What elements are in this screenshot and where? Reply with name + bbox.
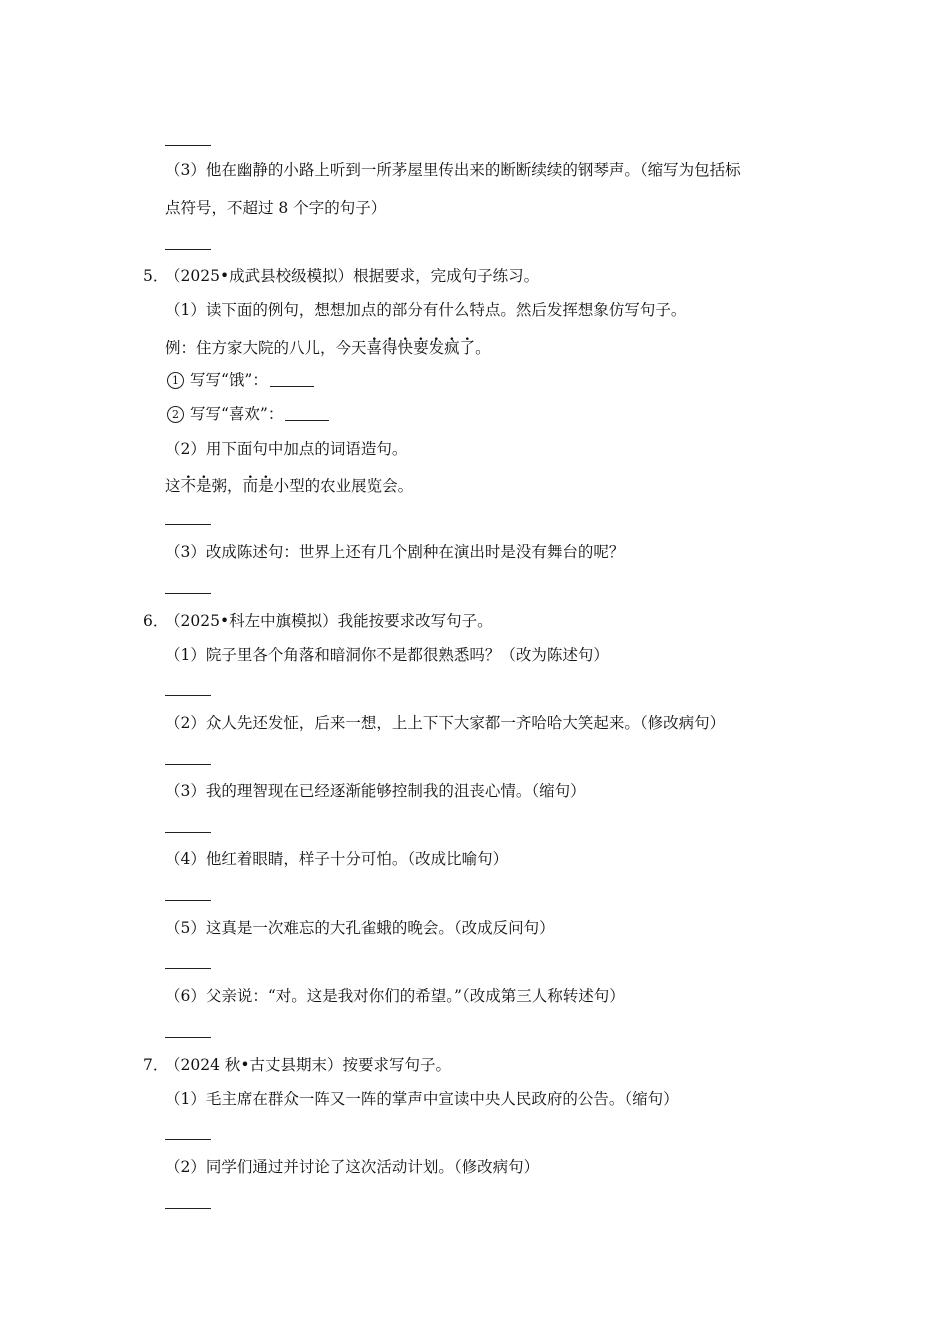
emphasized-char: 得	[382, 339, 398, 357]
emphasized-char: 了	[459, 339, 476, 357]
answer-line[interactable]	[165, 900, 211, 901]
emphasized-char: 发	[428, 339, 445, 357]
q7-title: （2024 秋•古丈县期末）按要求写句子。	[165, 1056, 452, 1074]
answer-line[interactable]	[165, 1139, 211, 1140]
q5-number: 5．	[143, 267, 169, 285]
q5-example	[165, 338, 491, 358]
answer-line[interactable]	[165, 524, 211, 525]
emphasized-char: 是	[196, 477, 212, 495]
emphasized-char: 而	[242, 477, 259, 495]
q5-sentence	[165, 476, 413, 496]
q4-item3-line1: （3）他在幽静的小路上听到一所茅屋里传出来的断断续续的钢琴声。（缩写为包括标	[165, 161, 741, 179]
example-prefix: 例：住方家大院的八儿，今天	[165, 339, 367, 357]
answer-line[interactable]	[165, 695, 211, 696]
q7-item: （2）同学们通过并讨论了这次活动计划。（修改病句）	[165, 1158, 540, 1176]
answer-line[interactable]	[165, 1037, 211, 1038]
sub2-text: 写写“喜欢”：	[190, 405, 284, 423]
answer-line[interactable]	[165, 968, 211, 969]
q5-item2: （2）用下面句中加点的词语造句。	[165, 440, 408, 458]
q6-title: （2025•科左中旗模拟）我能按要求改写句子。	[165, 612, 493, 630]
q7-item: （1）毛主席在群众一阵又一阵的掌声中宣读中央人民政府的公告。（缩句）	[165, 1090, 679, 1108]
answer-line[interactable]	[165, 764, 211, 765]
circled-number: 1	[167, 372, 184, 389]
q5-item1: （1）读下面的例句，想想加点的部分有什么特点。然后发挥想象仿写句子。	[165, 301, 687, 319]
q6-item: （6）父亲说：“对。这是我对你们的希望。”（改成第三人称转述句）	[165, 987, 625, 1005]
q6-item: （2）众人先还发怔，后来一想，上上下下大家都一齐哈哈大笑起来。（修改病句）	[165, 714, 726, 732]
q5-sub1	[167, 370, 314, 390]
q5-sub2	[167, 404, 329, 424]
sentence-part: 小型的农业展览会。	[273, 477, 414, 495]
answer-blank[interactable]	[285, 408, 329, 421]
q6-item: （1）院子里各个角落和暗洞你不是都很熟悉吗？（改为陈述句）	[165, 646, 609, 664]
q6-number: 6．	[143, 612, 169, 630]
answer-line[interactable]	[165, 593, 211, 594]
q5-title: （2025•成武县校级模拟）根据要求，完成句子练习。	[165, 267, 540, 285]
answer-line[interactable]	[165, 832, 211, 833]
emphasized-char: 快	[397, 339, 414, 357]
emphasized-char: 喜	[366, 339, 383, 357]
sentence-part: 这	[165, 477, 181, 495]
answer-line[interactable]	[165, 249, 211, 250]
q4-item3-line2: 点符号，不超过 8 个字的句子）	[165, 199, 387, 217]
example-suffix: 。	[475, 339, 491, 357]
answer-blank[interactable]	[270, 374, 314, 387]
emphasized-char: 疯	[444, 339, 460, 357]
answer-line[interactable]	[165, 145, 211, 146]
emphasized-char: 不	[180, 477, 197, 495]
q7-number: 7．	[143, 1056, 169, 1074]
emphasized-char: 是	[258, 477, 274, 495]
sentence-part: 粥，	[211, 477, 243, 495]
q6-item: （3）我的理智现在已经逐渐能够控制我的沮丧心情。（缩句）	[165, 782, 586, 800]
q6-item: （4）他红着眼睛，样子十分可怕。（改成比喻句）	[165, 850, 509, 868]
sub1-text: 写写“饿”：	[190, 371, 268, 389]
q5-item3: （3）改成陈述句：世界上还有几个剧种在演出时是没有舞台的呢？	[165, 543, 625, 561]
emphasized-char: 要	[413, 339, 429, 357]
q6-item: （5）这真是一次难忘的大孔雀蛾的晚会。（改成反问句）	[165, 919, 555, 937]
circled-number: 2	[167, 406, 184, 423]
answer-line[interactable]	[165, 1208, 211, 1209]
